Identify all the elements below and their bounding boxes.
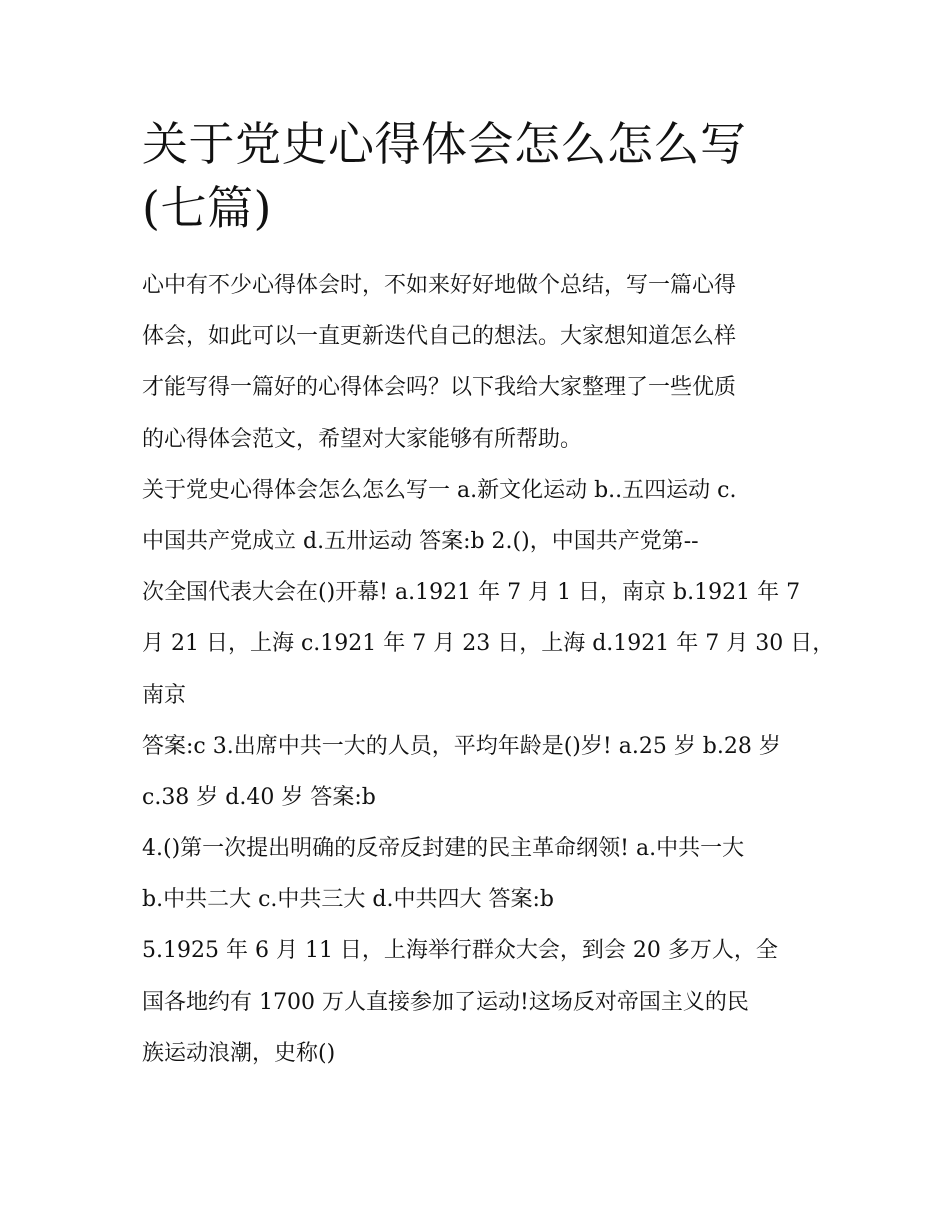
document-page	[142, 112, 835, 1079]
body-line: 中国共产党成立 d.五卅运动 答案:b 2.()，中国共产党第--	[142, 528, 699, 554]
body-line: 次全国代表大会在()开幕! a.1921 年 7 月 1 日，南京 b.1921 年 7	[142, 580, 801, 606]
body-line: 南京	[142, 682, 187, 708]
body-line: 月 21 日，上海 c.1921 年 7 月 23 日，上海 d.1921 年 7 月 30 日，	[142, 631, 835, 657]
title-line-2: (七篇)	[142, 181, 272, 235]
body-line: c.38 岁 d.40 岁 答案:b	[142, 784, 376, 810]
body-line: 国各地约有 1700 万人直接参加了运动!这场反对帝国主义的民	[142, 989, 749, 1015]
body-line: 答案:c 3.出席中共一大的人员，平均年龄是()岁! a.25 岁 b.28 岁	[142, 733, 781, 759]
body-line: 5.1925 年 6 月 11 日，上海举行群众大会，到会 20 多万人，全	[142, 938, 778, 964]
body-line: b.中共二大 c.中共三大 d.中共四大 答案:b	[142, 887, 554, 913]
body-line: 体会，如此可以一直更新迭代自己的想法。大家想知道怎么样	[142, 324, 737, 350]
body-line: 关于党史心得体会怎么怎么写一 a.新文化运动 b..五四运动 c.	[142, 477, 737, 503]
body-line: 才能写得一篇好的心得体会吗？以下我给大家整理了一些优质	[142, 375, 737, 401]
body-line: 心中有不少心得体会时，不如来好好地做个总结，写一篇心得	[142, 273, 737, 298]
document-body	[142, 260, 835, 1079]
document-title	[142, 112, 817, 240]
body-line: 4.()第一次提出明确的反帝反封建的民主革命纲领! a.中共一大	[142, 836, 745, 862]
title-line-1: 关于党史心得体会怎么怎么写	[142, 117, 747, 171]
body-line: 族运动浪潮，史称()	[142, 1040, 336, 1066]
body-line: 的心得体会范文，希望对大家能够有所帮助。	[142, 426, 583, 452]
